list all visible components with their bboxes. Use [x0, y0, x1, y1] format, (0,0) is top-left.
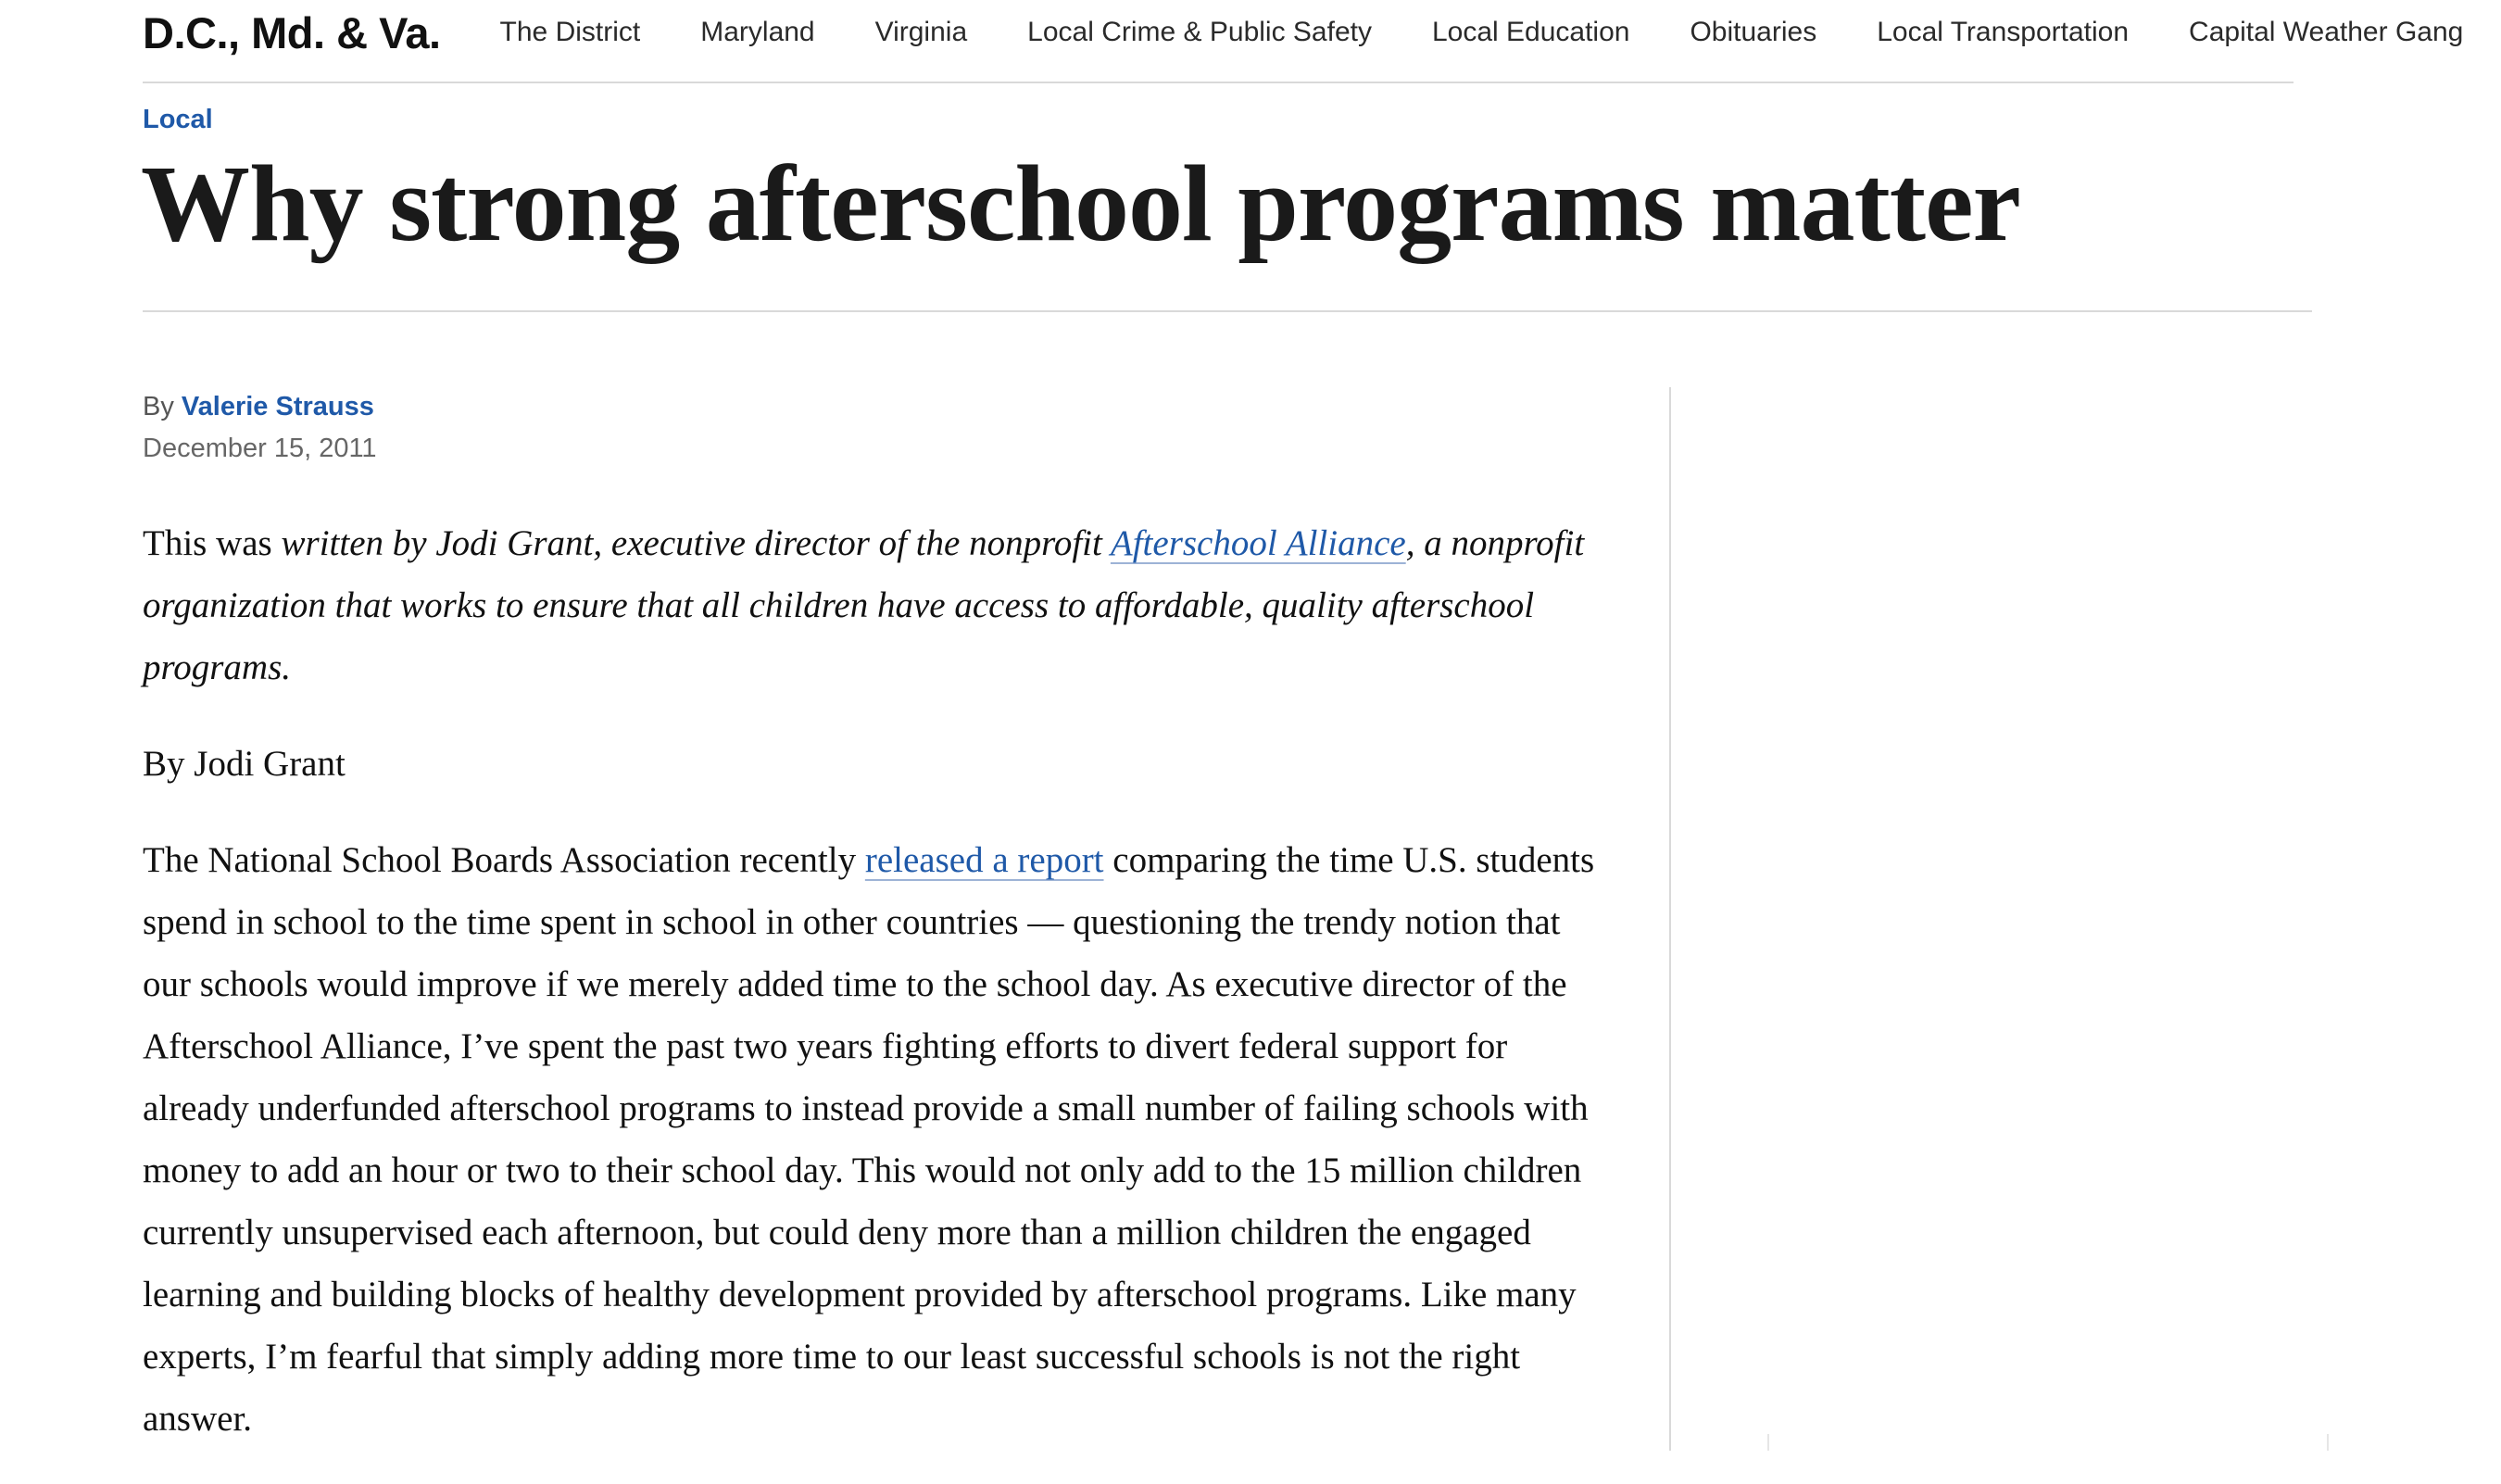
author-link[interactable]: Valerie Strauss — [181, 392, 374, 421]
right-rail-edge-mark — [1767, 1434, 1769, 1451]
nav-item-obituaries[interactable]: Obituaries — [1690, 17, 1817, 47]
publish-date: December 15, 2011 — [143, 434, 377, 463]
intro-italic-tail: , a nonprofit organization that works to ensure that all children have access to affordable, quality afterschool programs. — [143, 523, 1585, 687]
byline-prefix: By — [143, 392, 174, 421]
para1-after-link: comparing the time U.S. students spend in school to the time spent in school in other countries — questioning the trendy notion that our schools would improve if we merely added time to the school day. As executive director of the Afterschool Alliance, I’ve spent the past two years fighting efforts to divert federal support for already underfunded afterschool programs to instead provide a small number of failing schools with money to add an hour or two to their school day. This would not only add to the 15 million children currently unsupervised each afternoon, but could deny more than a million children the engaged learning and building blocks of healthy development provided by afterschool programs. Like many experts, I’m fearful that simply adding more time to our least successful schools is not the right answer. — [143, 840, 1595, 1439]
section-nav — [143, 0, 2464, 83]
afterschool-alliance-link[interactable]: Afterschool Alliance — [1110, 523, 1406, 563]
intro-lead: This was — [143, 523, 282, 563]
article-headline: Why strong afterschool programs matter — [141, 143, 2020, 264]
right-rail-divider — [1669, 387, 1671, 1451]
intro-italic-text: written by Jodi Grant, executive director of the nonprofit — [281, 523, 1111, 563]
author-line: By Jodi Grant — [143, 744, 346, 784]
section-title[interactable]: D.C., Md. & Va. — [143, 8, 441, 57]
right-rail-edge-mark — [2327, 1434, 2329, 1451]
article-body — [143, 512, 1597, 1484]
nav-item-local-transportation[interactable]: Local Transportation — [1877, 17, 2130, 47]
nav-item-the-district[interactable]: The District — [499, 17, 641, 47]
nav-item-local-education[interactable]: Local Education — [1431, 17, 1630, 47]
para1-before-link: The National School Boards Association recently — [143, 840, 865, 880]
body-paragraph-1 — [143, 829, 1597, 1450]
nav-item-maryland[interactable]: Maryland — [700, 17, 815, 47]
byline — [143, 392, 374, 422]
intro-paragraph — [143, 512, 1597, 698]
header-divider — [143, 310, 2312, 312]
nav-item-local-crime[interactable]: Local Crime & Public Safety — [1027, 17, 1372, 47]
nav-item-capital-weather-gang[interactable]: Capital Weather Gang — [2189, 17, 2464, 47]
released-report-link[interactable]: released a report — [864, 840, 1104, 880]
nav-item-virginia[interactable]: Virginia — [874, 17, 968, 47]
article-kicker-link[interactable]: Local — [143, 105, 213, 134]
